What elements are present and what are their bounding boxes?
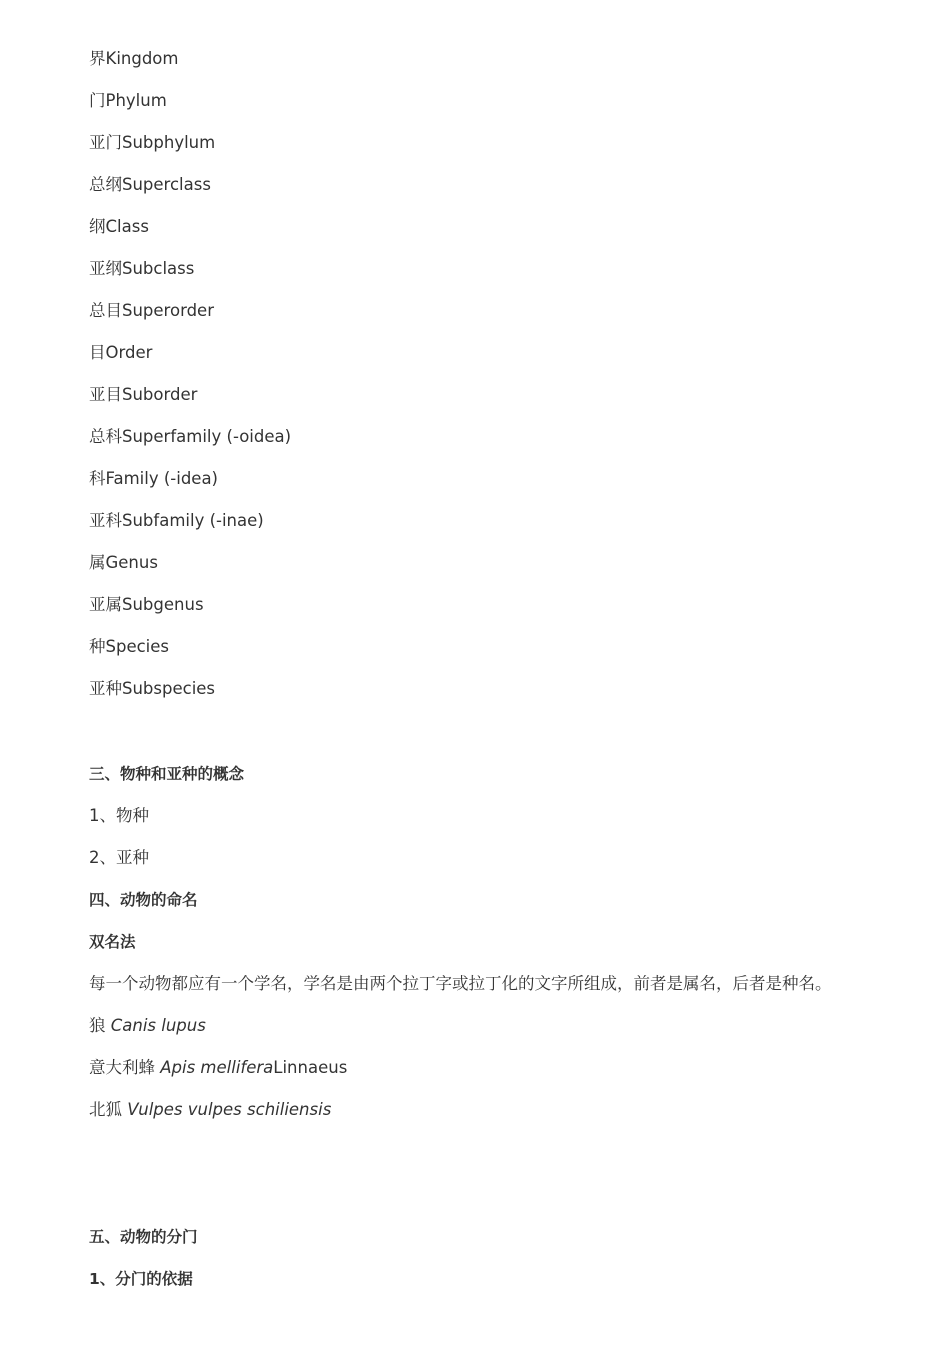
rank-class: 纲Class xyxy=(89,217,149,236)
example-italian-bee xyxy=(89,1057,347,1079)
rank-subgenus: 亚属Subgenus xyxy=(89,595,204,614)
rank-phylum: 门Phylum xyxy=(89,91,167,110)
rank-superclass: 总纲Superclass xyxy=(89,175,211,194)
section4-heading: 四、动物的命名 xyxy=(89,891,198,909)
example-common-name: 狼 xyxy=(89,1016,111,1035)
section5-subheading: 1、分门的依据 xyxy=(89,1270,193,1288)
example-latin-name: Canis lupus xyxy=(110,1016,206,1035)
example-common-name: 北狐 xyxy=(89,1100,128,1119)
rank-suborder: 亚目Suborder xyxy=(89,385,198,404)
section4-paragraph: 每一个动物都应有一个学名，学名是由两个拉丁字或拉丁化的文字所组成，前者是属名，后者是种名。 xyxy=(89,974,832,993)
rank-subspecies: 亚种Subspecies xyxy=(89,679,216,698)
rank-subfamily: 亚科Subfamily (-inae) xyxy=(89,511,264,530)
rank-kingdom: 界Kingdom xyxy=(89,49,179,68)
example-wolf xyxy=(89,1015,206,1037)
rank-order: 目Order xyxy=(89,343,153,362)
example-north-fox xyxy=(89,1099,331,1121)
example-latin-name: Apis mellifera xyxy=(160,1058,274,1077)
section3-item-subspecies: 2、亚种 xyxy=(89,848,149,867)
rank-superorder: 总目Superorder xyxy=(89,301,214,320)
rank-species: 种Species xyxy=(89,637,170,656)
section3-heading: 三、物种和亚种的概念 xyxy=(89,765,245,783)
example-latin-name: Vulpes vulpes schiliensis xyxy=(127,1100,332,1119)
example-common-name: 意大利蜂 xyxy=(89,1058,161,1077)
rank-superfamily: 总科Superfamily (-oidea) xyxy=(89,427,292,446)
rank-subphylum: 亚门Subphylum xyxy=(89,133,216,152)
rank-family: 科Family (-idea) xyxy=(89,469,218,488)
example-author: Linnaeus xyxy=(273,1058,348,1077)
rank-subclass: 亚纲Subclass xyxy=(89,259,195,278)
section4-subheading: 双名法 xyxy=(89,933,136,951)
rank-genus: 属Genus xyxy=(89,553,158,572)
section5-heading: 五、动物的分门 xyxy=(89,1228,198,1246)
section3-item-species: 1、物种 xyxy=(89,806,149,825)
